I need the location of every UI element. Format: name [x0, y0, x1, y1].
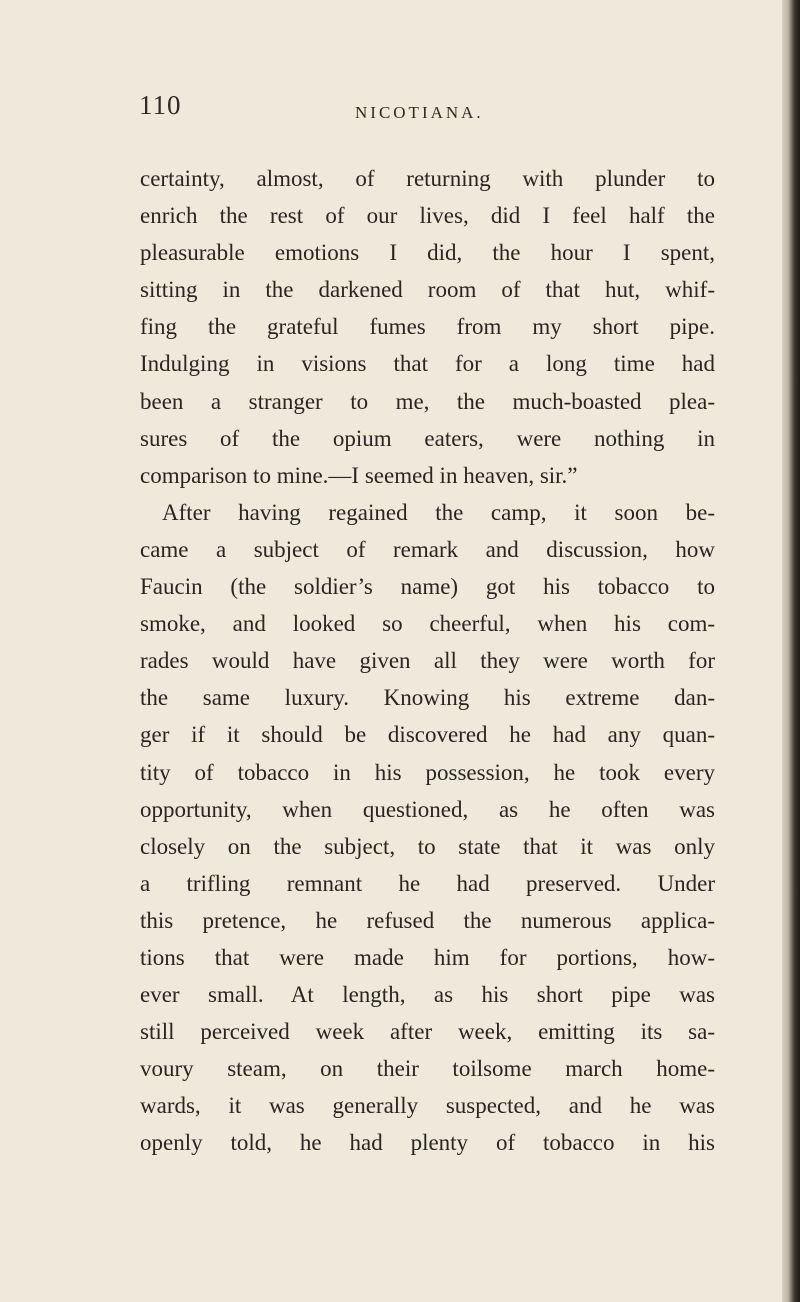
text-line: Indulging in visions that for a long time had — [140, 351, 715, 377]
text-line: been a stranger to me, the much-boasted plea- — [140, 388, 715, 414]
text-line: After having regained the camp, it soon be- — [162, 499, 715, 525]
text-line: openly told, he had plenty of tobacco in his — [140, 1130, 715, 1156]
text-line: fing the grateful fumes from my short pipe. — [140, 314, 715, 340]
text-line: closely on the subject, to state that it was only — [140, 833, 715, 859]
text-line: ger if it should be discovered he had any quan- — [140, 722, 715, 748]
text-line: voury steam, on their toilsome march home- — [140, 1056, 715, 1082]
text-line: wards, it was generally suspected, and he was — [140, 1093, 715, 1119]
text-line: ever small. At length, as his short pipe was — [140, 982, 715, 1008]
body-text — [140, 160, 715, 1162]
running-title: NICOTIANA. — [355, 103, 484, 122]
text-line: comparison to mine.—I seemed in heaven, sir.” — [140, 462, 578, 488]
text-line: a trifling remnant he had preserved. Under — [140, 870, 715, 896]
text-line: this pretence, he refused the numerous applica- — [140, 907, 715, 933]
text-line: sitting in the darkened room of that hut, whif- — [140, 277, 715, 303]
page-edge-shadow — [782, 0, 800, 1302]
text-line: tions that were made him for portions, how- — [140, 944, 715, 970]
text-line: smoke, and looked so cheerful, when his com- — [140, 611, 715, 637]
text-line: opportunity, when questioned, as he often was — [140, 796, 715, 822]
text-line: still perceived week after week, emitting its sa- — [140, 1019, 715, 1045]
page-number: 110 — [139, 90, 182, 120]
text-line: enrich the rest of our lives, did I feel half the — [140, 203, 715, 229]
text-line: sures of the opium eaters, were nothing in — [140, 425, 715, 451]
text-line: pleasurable emotions I did, the hour I spent, — [140, 240, 715, 266]
text-line: certainty, almost, of returning with plunder to — [140, 166, 715, 191]
text-line: tity of tobacco in his possession, he took every — [140, 759, 715, 785]
text-line: Faucin (the soldier’s name) got his tobacco to — [140, 574, 715, 600]
text-line: rades would have given all they were worth for — [140, 648, 715, 674]
text-line: came a subject of remark and discussion, how — [140, 536, 715, 562]
text-line: the same luxury. Knowing his extreme dan- — [140, 685, 715, 711]
